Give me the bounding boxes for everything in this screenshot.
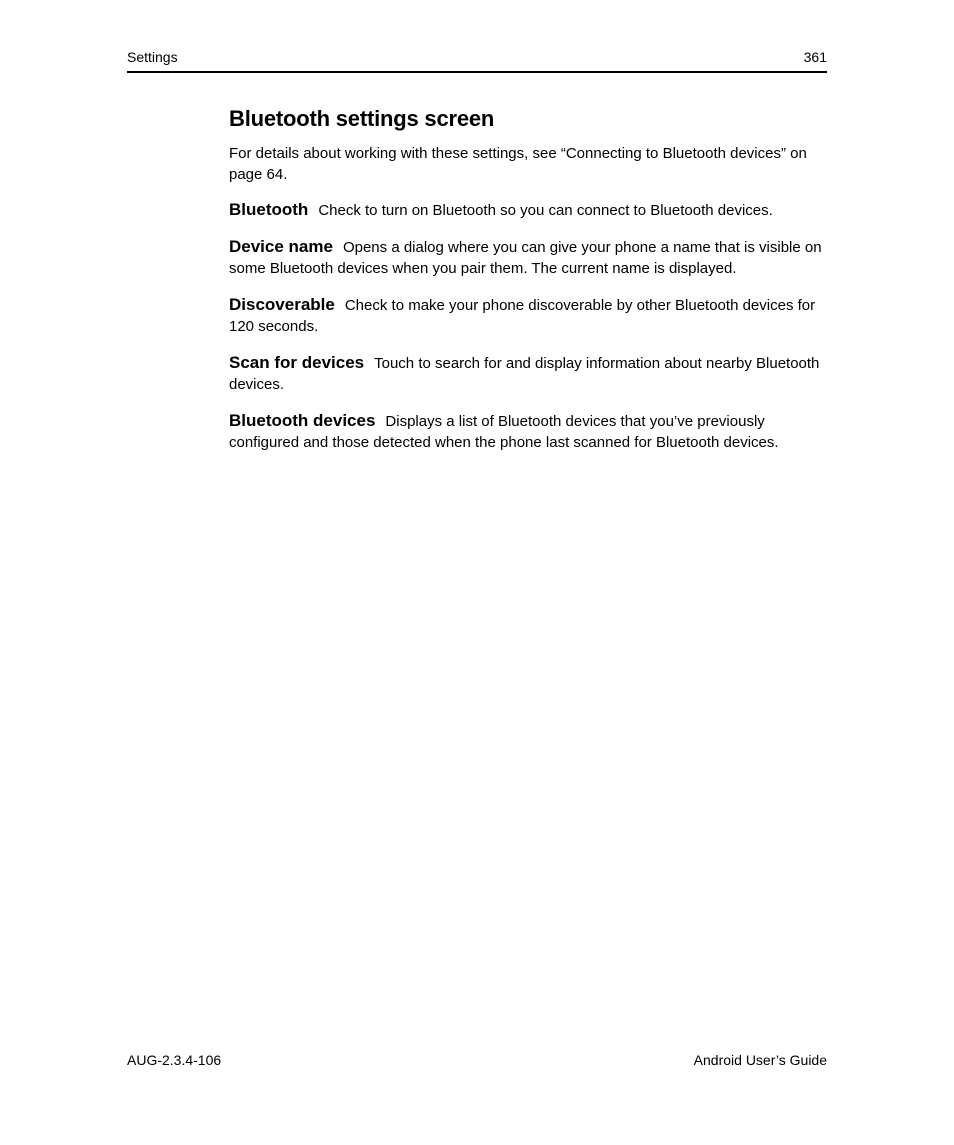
entry-description: Check to turn on Bluetooth so you can connect to Bluetooth devices. [318,202,773,219]
main-content [229,104,829,468]
entry-device-name [229,236,829,279]
header-section-name: Settings [127,49,178,65]
section-title: Bluetooth settings screen [229,106,495,131]
entry-description: Displays a list of Bluetooth devices that you’ve previously configured and those detected when the phone last scanned for Bluetooth devices. [229,413,779,451]
entry-description: Check to make your phone discoverable by other Bluetooth devices for 120 seconds. [229,297,816,335]
intro-paragraph [229,143,829,185]
entry-discoverable [229,294,829,337]
entry-term: Device name [229,237,333,256]
intro-text: For details about working with these settings, see “Connecting to Bluetooth devices” on page 64. [229,145,807,183]
footer-doc-title: Android User’s Guide [693,1052,827,1068]
entry-term: Bluetooth devices [229,411,376,430]
entry-term: Bluetooth [229,200,309,219]
entry-scan-for-devices [229,352,829,395]
entry-description: Opens a dialog where you can give your phone a name that is visible on some Bluetooth devices when you pair them. The current name is displayed. [229,239,822,277]
entry-bluetooth-devices [229,410,829,453]
entry-term: Discoverable [229,295,335,314]
entry-term: Scan for devices [229,353,365,372]
footer-doc-id: AUG-2.3.4-106 [127,1052,222,1068]
page-header [127,48,827,73]
entry-bluetooth [229,199,829,221]
header-page-number: 361 [803,49,827,65]
entry-description: Touch to search for and display information about nearby Bluetooth devices. [229,355,820,393]
